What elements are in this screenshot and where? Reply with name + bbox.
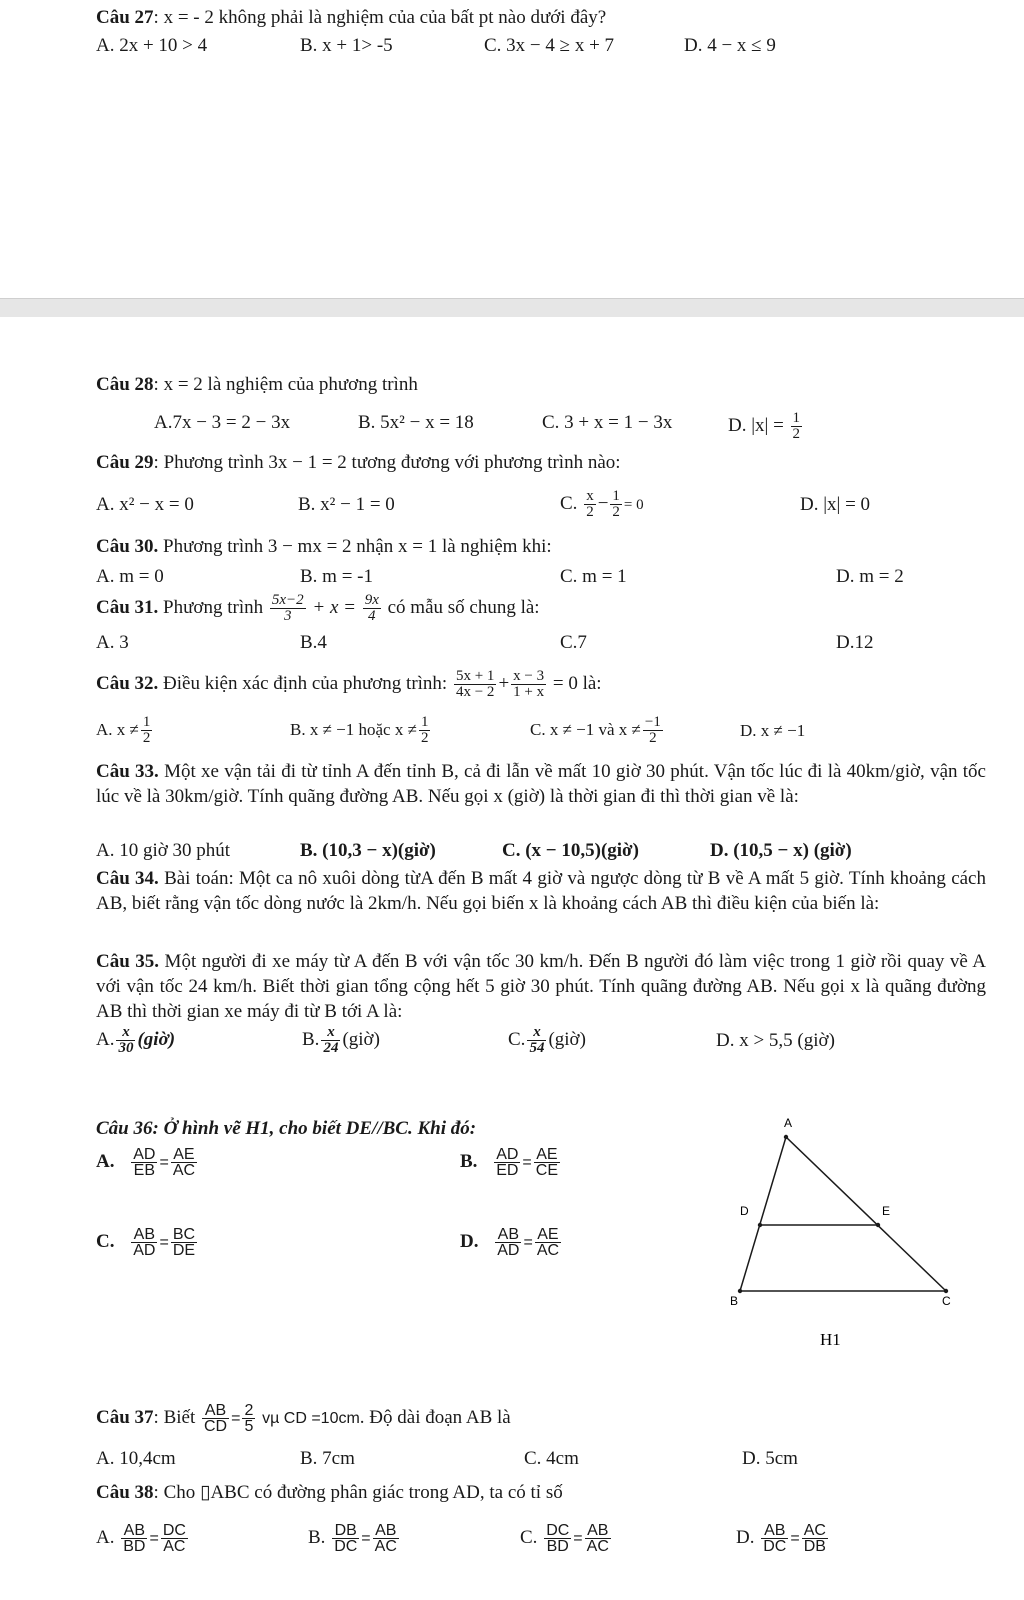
option-a: A. 10 giờ 30 phút [96,840,231,861]
fraction [544,1523,571,1554]
numerator: 5x−2 [271,592,304,608]
question-text: = 0 là: [552,672,602,694]
question-label: Câu 27 [96,7,154,28]
option-d: D. x > 5,5 (giờ) [716,1030,835,1051]
fraction [511,669,546,700]
question-text: Bài toán: Một ca nô xuôi dòng từA đến B mất 4 giờ và ngược dòng từ B về A mất 5 giờ. Tính khoảng cách AB, biết rằng vận tốc dòng nước là 2km/h. Nếu gọi biến x là khoảng cách AB thì điều kiện của biến là: [96,868,986,914]
numerator: 1 [612,488,620,504]
numerator: x [321,1025,340,1041]
fraction [202,1403,229,1434]
denominator: EB [133,1162,156,1179]
question-38 [96,1481,563,1505]
question-text: Phương trình [158,596,264,618]
denominator: 4 [368,608,376,624]
denominator: AC [163,1538,186,1555]
numerator: x [586,488,594,504]
option-c: C. 3x − 4 ≥ x + 7 [484,35,615,56]
question-text: Phương trình 3 − mx = 2 nhận x = 1 là nghiệm khi: [158,536,552,557]
numerator: DB [332,1523,359,1539]
numerator: x [116,1025,135,1041]
denominator: 2 [142,730,151,746]
question-34 [96,866,986,916]
fraction [363,593,381,624]
numerator: 1 [420,714,429,730]
fraction [171,1227,197,1258]
numerator: AE [171,1147,197,1163]
question-37: Câu 37: Biết $\frac{AB}{CD}$ = $\frac{2}{5}$ vµ CD =10cm. Độ dài đoạn AB là [96,1402,511,1435]
question-label: Câu 33. [96,761,159,782]
side-ac [786,1137,946,1291]
option-label: C. [96,1230,115,1252]
question-text: : Cho ▯ABC có đường phân giác trong AD, ta có tỉ số [153,1482,563,1503]
fraction [494,1147,520,1178]
denominator: AC [374,1538,397,1555]
denominator: CD [204,1418,228,1435]
question-27 [96,6,606,30]
equation-mid: + x = [312,596,356,618]
fraction [131,1147,157,1178]
question-35 [96,949,986,1024]
option-text: B. x ≠ −1 hoặc x ≠ [290,719,417,739]
option-c [530,715,665,746]
question-label: Câu 32. [96,672,159,694]
denominator: AC [586,1538,609,1555]
option-a: A. x² − x = 0 [96,494,194,515]
denominator: 24 [323,1040,339,1056]
label-a: A [784,1116,793,1130]
option-b: B. $\frac{DB}{DC}$ = $\frac{AB}{AC}$ [308,1522,397,1555]
option-d: D. |x| = 0 [800,494,871,515]
question-text: Điều kiện xác định của phương trình: [158,672,448,694]
fraction [242,1403,255,1434]
option-d: D. (10,5 − x) (giờ) [710,840,852,861]
numerator: AB [373,1523,399,1539]
fraction [116,1025,135,1056]
fraction [527,1025,546,1056]
option-c: C.7 [560,632,587,653]
option-a: A. $\frac{AD}{EB}$ = $\frac{AE}{AC}$ [96,1146,196,1179]
fraction [332,1523,359,1554]
fraction [585,1523,611,1554]
figure-caption: H1 [820,1330,841,1349]
numerator: 1 [792,410,801,426]
option-label: D. [736,1526,755,1548]
denominator: 5 [244,1418,254,1435]
numerator: 2 [244,1402,254,1419]
option-d: D. $\frac{AB}{DC}$ = $\frac{AC}{DB}$ [736,1522,826,1555]
option-a: A. $\frac{AB}{BD}$ = $\frac{DC}{AC}$ [96,1522,186,1555]
numerator: DC [546,1522,570,1539]
option-c: C. m = 1 [560,566,627,587]
option-a: A. m = 0 [96,566,164,587]
option-b: B. m = -1 [300,566,373,587]
denominator: BD [123,1538,146,1555]
numerator: 9x [364,592,379,608]
option-b: B.4 [300,632,327,653]
question-text: vµ CD =10cm [262,1409,360,1427]
option-c: C. 4cm [524,1448,579,1469]
label-d: D [740,1204,749,1218]
denominator: AD [497,1242,520,1259]
point-d [758,1223,762,1227]
numerator: AD [133,1146,156,1163]
option-c: C. $\frac{AB}{AD}$ = $\frac{BC}{DE}$ [96,1226,196,1259]
equation-tail: = 0 [623,496,644,513]
point-b [738,1289,742,1293]
option-d: D. 4 − x ≤ 9 [684,35,776,56]
fraction [161,1523,188,1554]
denominator: 4x − 2 [455,684,495,700]
numerator: x − 3 [513,668,545,684]
fraction [131,1227,157,1258]
question-text: : Biết [153,1406,196,1428]
question-label: Câu 35. [96,951,160,972]
point-a [784,1135,788,1139]
option-d: D. m = 2 [836,566,904,587]
option-b [290,715,432,746]
fraction [373,1523,399,1554]
numerator: AB [121,1523,147,1539]
denominator: DE [172,1242,196,1259]
numerator: 5x + 1 [455,668,495,684]
denominator: 2 [649,730,657,746]
page-top [0,0,1024,298]
option-label: C. [520,1526,538,1548]
denominator: 30 [118,1040,134,1056]
numerator: AB [495,1227,521,1243]
question-label: Câu 28 [96,374,154,395]
fraction [121,1523,147,1554]
option-b: B. 5x² − x = 18 [358,412,474,433]
fraction [495,1227,521,1258]
fraction [535,1227,561,1258]
option-a [96,1025,175,1056]
unit: (giờ) [342,1028,380,1050]
option-b [302,1025,380,1056]
page-main [0,317,1024,1600]
numerator: AB [585,1523,611,1539]
option-d: D. 5cm [742,1448,798,1469]
fraction [610,489,622,520]
question-text: : x = 2 là nghiệm của phương trình [153,374,418,395]
denominator: 54 [529,1040,545,1056]
question-label: Câu 34. [96,868,159,889]
denominator: AD [133,1242,156,1259]
fraction [761,1523,788,1554]
denominator: CE [535,1162,558,1179]
numerator: AE [535,1227,561,1243]
question-28 [96,373,418,397]
option-a: A. 2x + 10 > 4 [96,35,208,56]
option-label: A. [96,1526,115,1548]
numerator: −1 [644,714,661,730]
numerator: AB [131,1227,157,1243]
option-c: C. $\frac{DC}{BD}$ = $\frac{AB}{AC}$ [520,1522,609,1555]
fraction [643,715,663,746]
fraction [534,1147,560,1178]
option-text: B. [302,1028,320,1050]
label-b: B [730,1294,739,1308]
fraction [141,715,153,746]
denominator: AC [536,1242,560,1259]
numerator: AD [496,1146,519,1163]
option-c [508,1025,586,1056]
numerator: DC [162,1522,186,1539]
option-label: B. [460,1150,478,1172]
fraction [454,669,496,700]
question-33 [96,759,986,809]
question-label: Câu 38 [96,1482,154,1503]
question-29 [96,451,621,475]
denominator: DC [763,1538,787,1555]
label-c: C [942,1294,951,1308]
option-text: C. [560,492,578,514]
question-text: : x = - 2 không phải là nghiệm của của bất pt nào dưới đây? [153,7,607,28]
option-d [728,411,804,442]
fraction [419,715,431,746]
option-text: C. [508,1028,526,1050]
question-text: Một xe vận tải đi từ tỉnh A đến tỉnh B, cả đi lẫn về mất 10 giờ 30 phút. Vận tốc lúc đi là 40km/giờ, vận tốc lúc về là 30km/giờ. Tính quãng đường AB. Nếu gọi x (giờ) là thời gian đi thì thời gian về là: [96,761,986,807]
option-label: A. [96,1150,115,1172]
option-text: C. x ≠ −1 và x ≠ [530,719,641,739]
option-a: A. 10,4cm [96,1448,176,1469]
option-text: D. |x| = [728,414,789,436]
option-c: C. (x − 10,5)(giờ) [502,840,639,861]
denominator: 1 + x [513,684,545,700]
option-b: B. (10,3 − x)(giờ) [300,840,436,861]
numerator: AE [534,1147,560,1163]
point-c [944,1289,948,1293]
option-b: B. 7cm [300,1448,355,1469]
option-d: D. $\frac{AB}{AD}$ = $\frac{AE}{AC}$ [460,1226,560,1259]
fraction [802,1523,828,1554]
option-a: A.7x − 3 = 2 − 3x [154,412,291,433]
question-32: Câu 32. Điều kiện xác định của phương trình: $\frac{5x + 1}{4x - 2}$ + $\frac{x - 3}{1 + x}$ = 0 là: [96,668,602,700]
label-e: E [882,1204,891,1218]
fraction [171,1147,197,1178]
option-label: D. [460,1230,479,1252]
question-text: : Phương trình 3x − 1 = 2 tương đương với phương trình nào: [153,452,621,473]
option-b: B. x² − 1 = 0 [298,494,395,515]
unit: (giờ) [137,1028,176,1050]
option-label: B. [308,1526,326,1548]
question-text: Một người đi xe máy từ A đến B với vận tốc 30 km/h. Đến B người đó làm việc trong 1 giờ rồi quay về A với vận tốc 24 km/h. Biết thời gian tổng cộng hết 5 giờ 30 phút. Tính quãng đường AB. Nếu gọi x là quãng đường AB thì thời gian xe máy đi từ B tới A là: [96,951,986,1022]
fraction [270,593,306,624]
fraction [321,1025,340,1056]
option-a [96,715,154,746]
denominator: BD [546,1538,569,1555]
denominator: DC [334,1538,358,1555]
question-text: . Độ dài đoạn AB là [359,1406,511,1428]
option-b: B. x + 1> -5 [300,35,393,56]
denominator: 2 [612,504,620,520]
numerator: BC [172,1226,196,1243]
denominator: ED [496,1162,519,1179]
option-text: A. x ≠ [96,719,139,739]
option-a: A. 3 [96,632,129,653]
triangle-figure-h1 [730,1107,970,1367]
question-30 [96,535,552,559]
numerator: 1 [142,714,151,730]
question-31 [96,593,540,624]
option-c: C. $\frac{x}{2}$ − $\frac{1}{2}$ = 0 [560,488,644,520]
denominator: 2 [792,426,801,442]
question-text: có mẫu số chung là: [387,596,540,618]
question-label: Câu 29 [96,452,154,473]
denominator: 2 [420,730,429,746]
numerator: x [527,1025,546,1041]
option-d: D.12 [836,632,874,653]
question-36: Câu 36: Ở hình vẽ H1, cho biết DE//BC. Khi đó: [96,1118,477,1139]
denominator: 2 [586,504,594,520]
question-label: Câu 31. [96,596,159,618]
fraction [791,411,803,442]
option-c: C. 3 + x = 1 − 3x [542,412,673,433]
question-label: Câu 37 [96,1406,154,1428]
option-d: D. x ≠ −1 [740,721,806,740]
numerator: AB [202,1403,229,1419]
numerator: AC [803,1522,826,1539]
question-label: Câu 30. [96,536,159,557]
denominator: DB [803,1538,826,1555]
option-b: B. $\frac{AD}{ED}$ = $\frac{AE}{CE}$ [460,1146,558,1179]
unit: (giờ) [548,1028,586,1050]
numerator: AB [761,1523,788,1539]
denominator: AC [172,1162,196,1179]
denominator: 3 [283,608,292,624]
option-text: A. [96,1028,115,1050]
point-e [876,1223,880,1227]
fraction [584,489,596,520]
page-separator [0,298,1024,318]
